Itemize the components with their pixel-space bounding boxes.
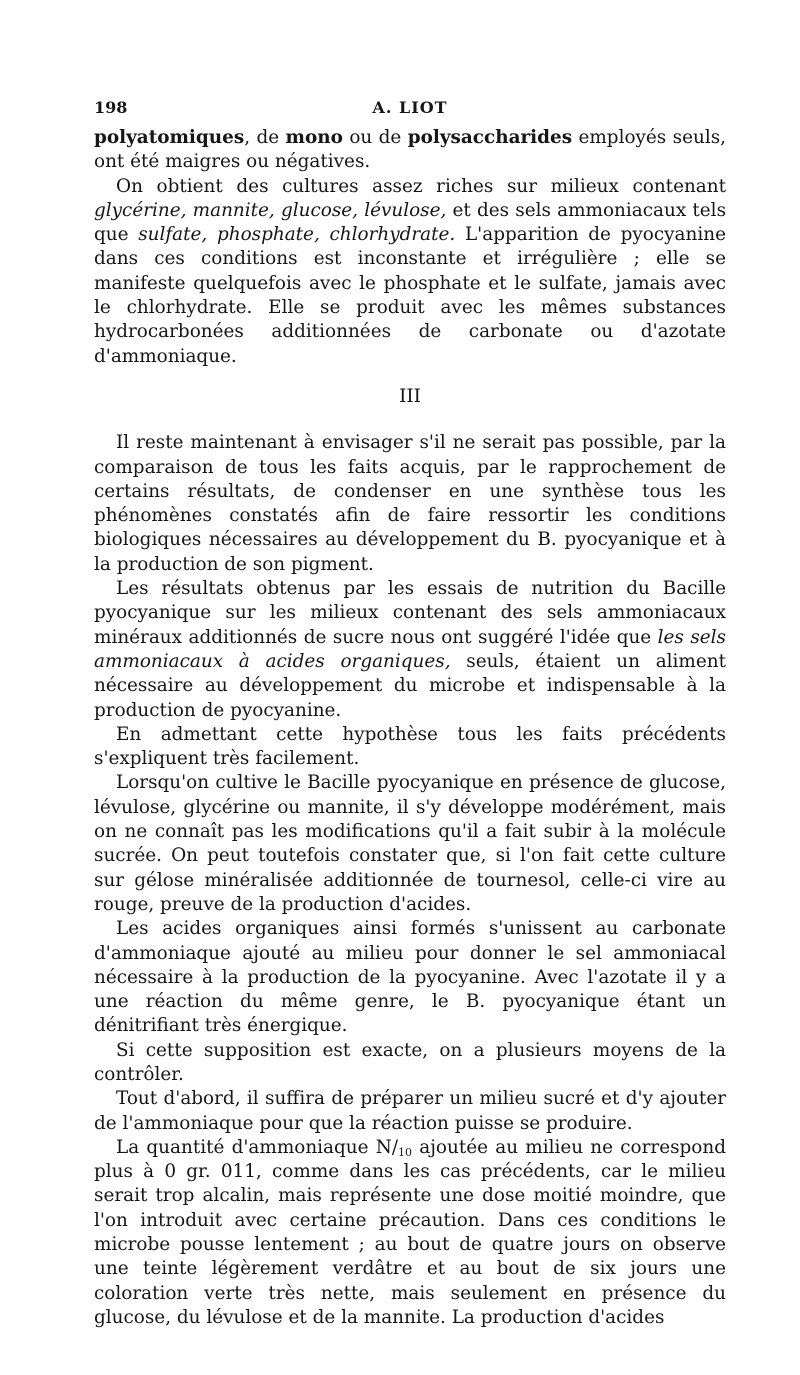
subscript-ten: 10 xyxy=(398,1145,413,1159)
paragraph-resultats xyxy=(94,577,726,723)
italic-sels-ammoniacaux: les sels ammoniacaux à acides organiques, xyxy=(94,626,726,672)
text-run: , de xyxy=(244,127,286,148)
section-heading: III xyxy=(399,385,421,407)
running-head: A. LIOT xyxy=(372,98,448,117)
text-run: seuls, étaient un aliment nécessaire au développement du microbe et indispensable à la production de pyocyanine. xyxy=(94,650,726,721)
paragraph-hypothese: En admettant cette hypothèse tous les faits précédents s'expliquent très facilement. xyxy=(94,723,726,770)
bold-term-polyatomiques: polyatomiques xyxy=(94,127,245,148)
paragraph-ammoniaque xyxy=(94,1136,726,1330)
italic-salts: sulfate, phosphate, chlorhydrate. xyxy=(138,224,456,246)
paragraph-continuation xyxy=(94,126,726,175)
text-run: ajoutée au milieu ne correspond plus à 0 gr. 011, comme dans les cas précédents, car le milieu serait trop alcalin, mais représente une dose moitié moindre, que l'on introduit avec certaine précaution. Dans ces conditions le microbe pousse lentement ; au bout de quatre jours on observe une teinte légèrement verdâtre et au bout de six jours une coloration verte très nette, mais seulement en présence du glucose, du lévulose et de la mannite. La production d'acides xyxy=(94,1136,726,1328)
paragraph-preparation: Tout d'abord, il suffira de préparer un milieu sucré et d'y ajouter de l'ammoniaque pour que la réaction puisse se produire. xyxy=(94,1088,726,1134)
text-run: L'apparition de pyocyanine dans ces conditions est inconstante et irrégulière ; elle se manifeste quelquefois avec le phosphate et le sulfate, jamais avec le chlorhydrate. Elle se produit avec les mêmes substances hydrocarbonées additionnées de carbonate ou d'azotate d'ammoniaque. xyxy=(94,224,726,367)
text-run: employés seuls, ont été maigres ou négatives. xyxy=(94,127,726,173)
text-run: et des sels ammoniacaux tels que xyxy=(94,199,727,246)
page-number: 198 xyxy=(94,98,128,117)
paragraph-acides-organiques: Les acides organiques ainsi formés s'unissent au carbonate d'ammoniaque ajouté au milieu pour donner le sel ammoniacal nécessaire à la production de la pyocyanine. Avec l'azotate il y a une réaction du même genre, le B. pyocyanique étant un dénitrifiant très énergique. xyxy=(94,918,726,1037)
paragraph-culture-sucres: Lorsqu'on cultive le Bacille pyocyanique en présence de glucose, lévulose, glycérine ou mannite, il s'y développe modérément, mais on ne connaît pas les modifications qu'il a fait subir à la molécule sucrée. On peut toutefois constater que, si l'on fait cette culture sur gélose minéralisée additionnée de tournesol, celle-ci vire au rouge, preuve de la production d'acides. xyxy=(94,772,726,915)
text-run: ou de xyxy=(342,127,408,148)
italic-sugars: glycérine, mannite, glucose, lévulose, xyxy=(94,199,447,221)
bold-term-mono: mono xyxy=(285,127,343,148)
bold-term-polysaccharides: polysaccharides xyxy=(407,127,573,148)
book-page xyxy=(94,96,726,1330)
text-run: On obtient des cultures assez riches sur milieux contenant xyxy=(116,175,726,197)
paragraph-synthese: Il reste maintenant à envisager s'il ne serait pas possible, par la comparaison de tous les faits acquis, par le rapprochement de certains résultats, de condenser en une synthèse tous les phénomènes constatés afin de faire ressortir les conditions biologiques nécessaires au développement du B. pyocyanique et à la production de son pigment. xyxy=(94,432,726,575)
text-run: Les résultats obtenus par les essais de nutrition du Bacille pyocyanique sur les milieux contenant des sels ammoniacaux minéraux additionnés de sucre nous ont suggéré l'idée que xyxy=(94,578,726,648)
paragraph-supposition: Si cette supposition est exacte, on a plusieurs moyens de la contrôler. xyxy=(94,1039,726,1085)
text-run: La quantité d'ammoniaque N/ xyxy=(116,1136,399,1158)
page-header xyxy=(94,96,726,126)
paragraph-cultures xyxy=(94,175,726,369)
